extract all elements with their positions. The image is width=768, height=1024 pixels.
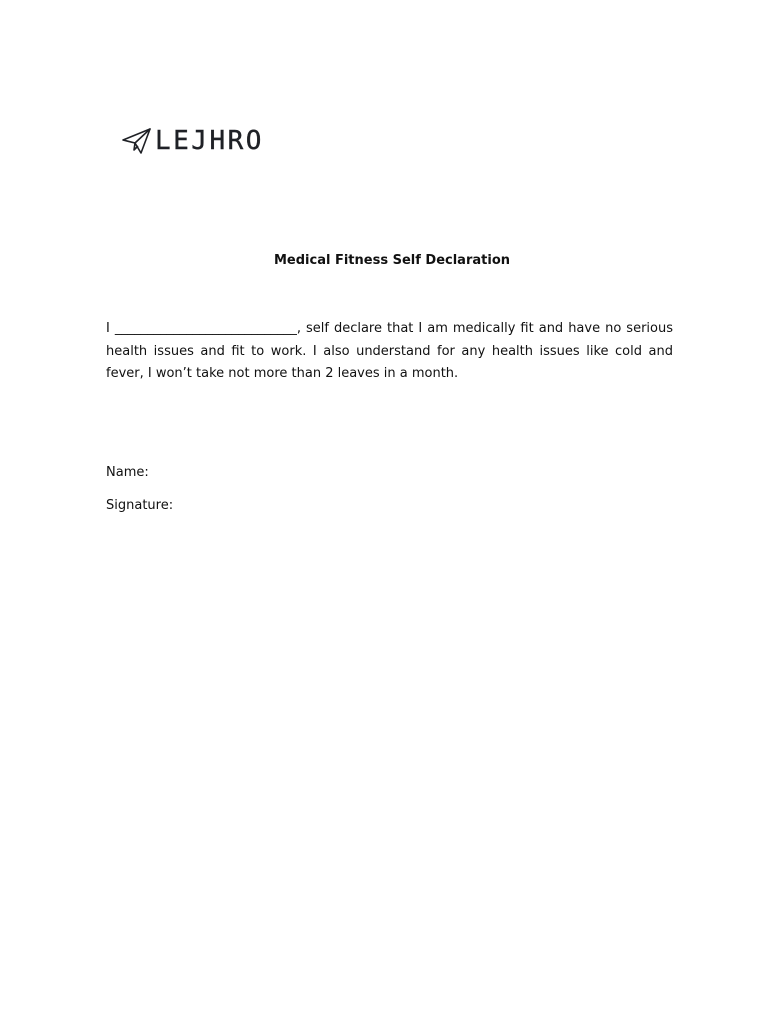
declaration-paragraph: I ____________________________, self declare that I am medically fit and have no serious health issues and fit to work. I also understand for any health issues like cold and fever, I won’t take not more than 2 leaves in a month. (106, 321, 673, 381)
paper-plane-icon (121, 127, 153, 155)
signature-label: Signature: (106, 498, 174, 513)
company-logo (121, 126, 264, 156)
document-title: Medical Fitness Self Declaration (274, 253, 510, 268)
name-label: Name: (106, 465, 149, 480)
logo-wordmark: LEJHRO (155, 126, 264, 156)
